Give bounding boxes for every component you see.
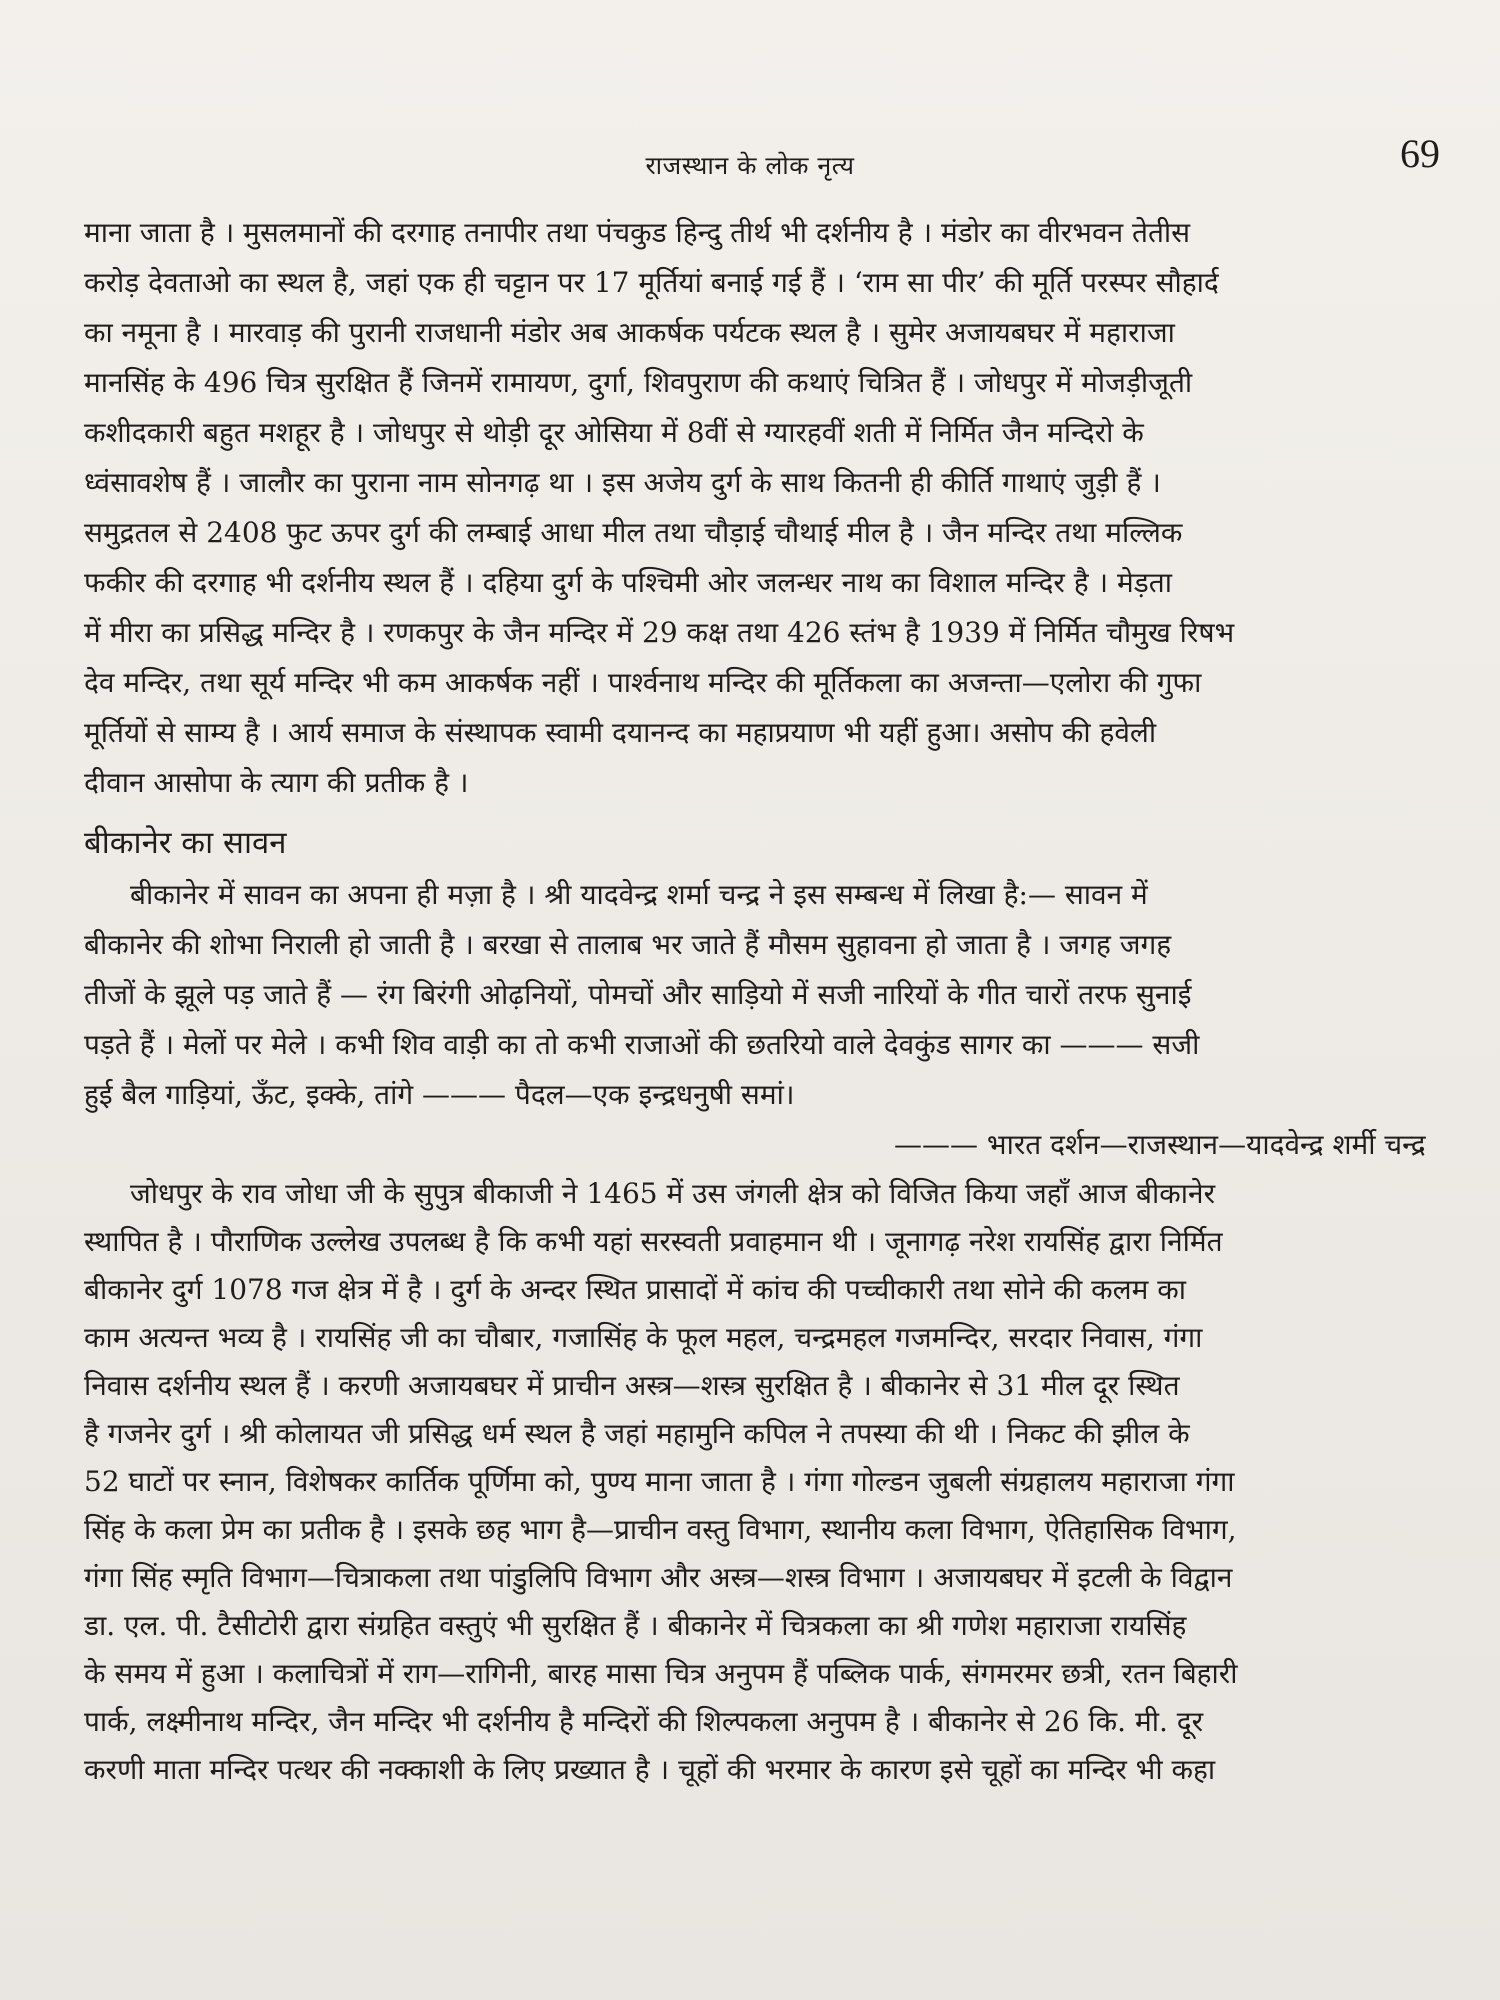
- text-line: बीकानेर दुर्ग 1078 गज क्षेत्र में है । दुर्ग के अन्दर स्थित प्रासादों में कांच की पच्चीकारी तथा सोने की कलम का: [84, 1273, 1187, 1306]
- paragraph-3: [84, 1170, 1448, 1794]
- page-body: [84, 208, 1448, 1794]
- text-line: ध्वंसावशेष हैं । जालौर का पुराना नाम सोनगढ़ था । इस अजेय दुर्ग के साथ कितनी ही कीर्ति गाथाएं जुड़ी हैं ।: [84, 466, 1161, 499]
- text-line: सिंह के कला प्रेम का प्रतीक है । इसके छह भाग है—प्राचीन वस्तु विभाग, स्थानीय कला विभाग, ऐतिहासिक विभाग,: [84, 1513, 1237, 1546]
- text-line: देव मन्दिर, तथा सूर्य मन्दिर भी कम आकर्षक नहीं । पार्श्वनाथ मन्दिर की मूर्तिकला का अजन्ता—एलोरा की गुफा: [84, 666, 1202, 699]
- text-line: के समय में हुआ । कलाचित्रों में राग—रागिनी, बारह मासा चित्र अनुपम हैं पब्लिक पार्क, संगमरमर छत्री, रतन बिहारी: [84, 1657, 1238, 1690]
- text-line: काम अत्यन्त भव्य है । रायसिंह जी का चौबार, गजासिंह के फूल महल, चन्द्रमहल गजमन्दिर, सरदार निवास, गंगा: [84, 1321, 1203, 1354]
- text-line: मानसिंह के 496 चित्र सुरक्षित हैं जिनमें रामायण, दुर्गा, शिवपुराण की कथाएं चित्रित हैं । जोधपुर में मोजड़ीजूती: [84, 366, 1193, 399]
- text-line: कशीदकारी बहुत मशहूर है । जोधपुर से थोड़ी दूर ओसिया में 8वीं से ग्यारहवीं शती में निर्मित जैन मन्दिरो के: [84, 416, 1144, 449]
- text-line: हुई बैल गाड़ियां, ऊँट, इक्के, तांगे ——— पैदल—एक इन्द्रधनुषी समां।: [84, 1078, 795, 1111]
- text-line: बीकानेर में सावन का अपना ही मज़ा है । श्री यादवेन्द्र शर्मा चन्द्र ने इस सम्बन्ध में लिखा है:— सावन में: [130, 878, 1148, 911]
- text-line: करोड़ देवताओ का स्थल है, जहां एक ही चट्टान पर 17 मूर्तियां बनाई गई हैं । ‘राम सा पीर’ की मूर्ति परस्पर सौहार्द: [84, 266, 1219, 299]
- text-line: मूर्तियों से साम्य है । आर्य समाज के संस्थापक स्वामी दयानन्द का महाप्रयाण भी यहीं हुआ। असोप की हवेली: [84, 716, 1157, 749]
- text-line: तीजों के झूले पड़ जाते हैं — रंग बिरंगी ओढ़नियों, पोमचों और साड़ियो में सजी नारियों के गीत चारों तरफ सुनाई: [84, 978, 1192, 1011]
- section-heading: बीकानेर का सावन: [84, 825, 287, 861]
- text-line: निवास दर्शनीय स्थल हैं । करणी अजायबघर में प्राचीन अस्त्र—शस्त्र सुरक्षित है । बीकानेर से 31 मील दूर स्थित: [84, 1369, 1180, 1402]
- section-bikaner-sawan: [84, 816, 1448, 1170]
- text-line: फकीर की दरगाह भी दर्शनीय स्थल हैं । दहिया दुर्ग के पश्चिमी ओर जलन्धर नाथ का विशाल मन्दिर है । मेड़ता: [84, 566, 1172, 599]
- text-line: बीकानेर की शोभा निराली हो जाती है । बरखा से तालाब भर जाते हैं मौसम सुहावना हो जाता है । जगह जगह: [84, 928, 1172, 961]
- text-line: स्थापित है । पौराणिक उल्लेख उपलब्ध है कि कभी यहां सरस्वती प्रवाहमान थी । जूनागढ़ नरेश रायसिंह द्वारा निर्मित: [84, 1225, 1223, 1258]
- text-line: करणी माता मन्दिर पत्थर की नक्काशी के लिए प्रख्यात है । चूहों की भरमार के कारण इसे चूहों का मन्दिर भी कहा: [84, 1753, 1216, 1786]
- paragraph-1: [84, 208, 1448, 808]
- text-line: है गजनेर दुर्ग । श्री कोलायत जी प्रसिद्ध धर्म स्थल है जहां महामुनि कपिल ने तपस्या की थी । निकट की झील के: [84, 1417, 1190, 1450]
- text-line: पड़ते हैं । मेलों पर मेले । कभी शिव वाड़ी का तो कभी राजाओं की छतरियो वाले देवकुंड सागर का ——— सजी: [84, 1028, 1200, 1061]
- text-line: में मीरा का प्रसिद्ध मन्दिर है । रणकपुर के जैन मन्दिर में 29 कक्ष तथा 426 स्तंभ है 1939 में निर्मित चौमुख रिषभ: [84, 616, 1235, 649]
- running-title: राजस्थान के लोक नृत्य: [645, 151, 855, 180]
- quote-attribution: ——— भारत दर्शन—राजस्थान—यादवेन्द्र शर्मी चन्द्र: [894, 1128, 1426, 1161]
- text-line: 52 घाटों पर स्नान, विशेषकर कार्तिक पूर्णिमा को, पुण्य माना जाता है । गंगा गोल्डन जुबली संग्रहालय महाराजा गंगा: [84, 1465, 1235, 1498]
- text-line: डा. एल. पी. टैसीटोरी द्वारा संग्रहित वस्तुएं भी सुरक्षित हैं । बीकानेर में चित्रकला का श्री गणेश महाराजा रायसिंह: [84, 1609, 1187, 1642]
- text-line: पार्क, लक्ष्मीनाथ मन्दिर, जैन मन्दिर भी दर्शनीय है मन्दिरों की शिल्पकला अनुपम है । बीकानेर से 26 कि. मी. दूर: [84, 1705, 1204, 1738]
- text-line: समुद्रतल से 2408 फुट ऊपर दुर्ग की लम्बाई आधा मील तथा चौड़ाई चौथाई मील है । जैन मन्दिर तथा मल्लिक: [84, 516, 1183, 549]
- text-line: गंगा सिंह स्मृति विभाग—चित्राकला तथा पांडुलिपि विभाग और अस्त्र—शस्त्र विभाग । अजायबघर में इटली के विद्वान: [84, 1561, 1233, 1594]
- page-number: 69: [1400, 131, 1440, 176]
- text-line: दीवान आसोपा के त्याग की प्रतीक है ।: [84, 766, 469, 799]
- text-line: माना जाता है । मुसलमानों की दरगाह तनापीर तथा पंचकुड हिन्दु तीर्थ भी दर्शनीय है । मंडोर का वीरभवन तेतीस: [84, 216, 1191, 249]
- text-line: जोधपुर के राव जोधा जी के सुपुत्र बीकाजी ने 1465 में उस जंगली क्षेत्र को विजित किया जहाँ आज बीकानेर: [130, 1177, 1216, 1210]
- text-line: का नमूना है । मारवाड़ की पुरानी राजधानी मंडोर अब आकर्षक पर्यटक स्थल है । सुमेर अजायबघर में महाराजा: [84, 316, 1175, 349]
